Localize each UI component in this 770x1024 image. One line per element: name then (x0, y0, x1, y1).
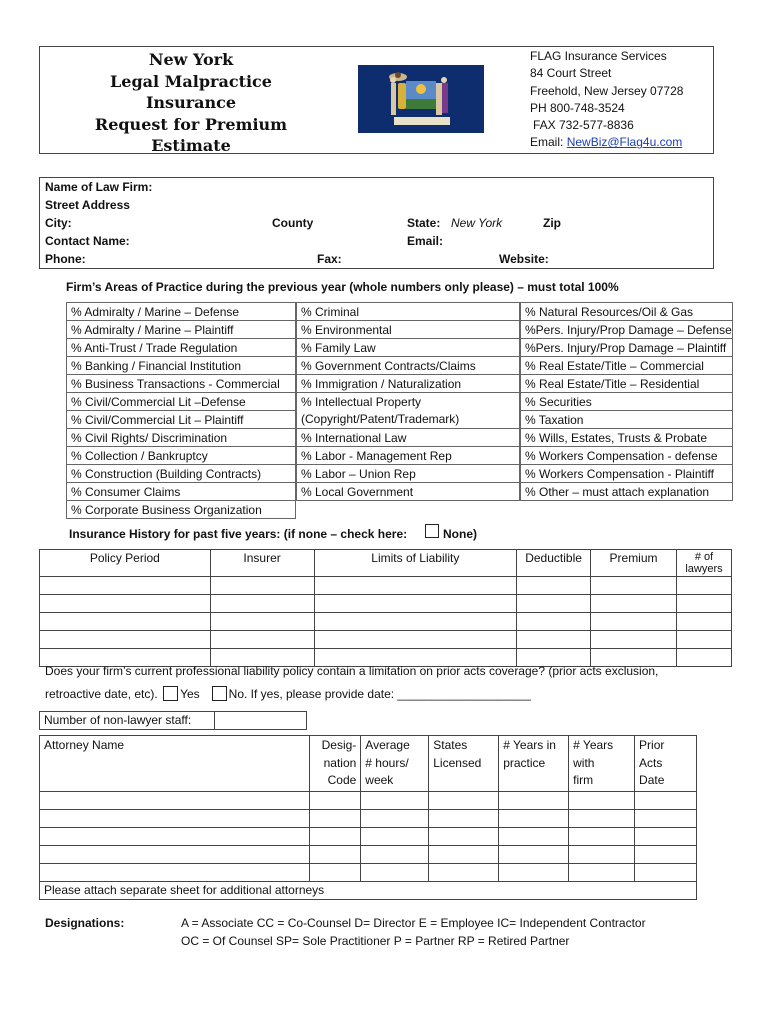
table-cell[interactable] (429, 863, 499, 881)
table-cell[interactable] (429, 809, 499, 827)
column-header (40, 736, 310, 792)
new-york-flag-image (358, 65, 484, 133)
practice-areas-heading: Firm’s Areas of Practice during the previous year (whole numbers only please) – must total 100% (66, 280, 619, 294)
table-cell[interactable] (40, 595, 211, 613)
table-cell[interactable] (517, 577, 591, 595)
table-cell[interactable] (517, 613, 591, 631)
agency-contact (530, 48, 683, 152)
agency-street: 84 Court Street (530, 66, 612, 81)
practice-area-field[interactable]: % Real Estate/Title – Residential (521, 375, 733, 393)
practice-area-field[interactable]: % Environmental (297, 321, 520, 339)
practice-area-field[interactable]: % Government Contracts/Claims (297, 357, 520, 375)
column-header: Limits of Liability (314, 550, 517, 577)
table-cell[interactable] (210, 613, 314, 631)
table-cell[interactable] (361, 827, 429, 845)
table-cell[interactable] (635, 809, 697, 827)
practice-area-field[interactable]: % Civil Rights/ Discrimination (67, 429, 296, 447)
column-header-text: # Years (573, 738, 614, 752)
table-cell[interactable] (361, 845, 429, 863)
table-cell[interactable] (499, 845, 569, 863)
column-header: Insurer (210, 550, 314, 577)
agency-email-label: Email: (530, 135, 564, 150)
table-cell[interactable] (569, 827, 635, 845)
table-cell[interactable] (635, 845, 697, 863)
table-cell[interactable] (569, 845, 635, 863)
practice-area-field[interactable]: % Civil/Commercial Lit –Defense (67, 393, 296, 411)
practice-area-field[interactable]: % Taxation (521, 411, 733, 429)
insurance-history-table (39, 549, 732, 667)
table-cell[interactable] (569, 791, 635, 809)
table-cell[interactable] (210, 595, 314, 613)
city-label: City: (45, 216, 72, 230)
practice-area-field[interactable]: % Civil/Commercial Lit – Plaintiff (67, 411, 296, 429)
column-header (361, 736, 429, 792)
designations-label: Designations: (45, 916, 125, 930)
table-cell[interactable] (676, 595, 731, 613)
practice-area-field[interactable]: % Consumer Claims (67, 483, 296, 501)
column-header (569, 736, 635, 792)
column-header-text: Attorney Name (44, 738, 125, 752)
column-header (429, 736, 499, 792)
practice-area-field[interactable]: % Workers Compensation - Plaintiff (521, 465, 733, 483)
table-cell[interactable] (314, 595, 517, 613)
practice-area-field[interactable]: % Admiralty / Marine – Plaintiff (67, 321, 296, 339)
agency-name: FLAG Insurance Services (530, 49, 667, 63)
designations-line-2: OC = Of Counsel SP= Sole Practitioner P = Partner RP = Retired Partner (181, 934, 570, 948)
practice-area-field[interactable]: % Wills, Estates, Trusts & Probate (521, 429, 733, 447)
state-value: New York (451, 216, 503, 230)
column-header-text: Code (327, 773, 357, 787)
email-label: Email: (407, 234, 444, 248)
column-header-text: Desig- (321, 738, 357, 752)
no-label: No. If yes, please provide date: ____________________ (228, 687, 531, 701)
practice-area-field[interactable]: % Criminal (297, 303, 520, 321)
column-header (635, 736, 697, 792)
practice-areas-col3 (520, 302, 733, 501)
table-cell[interactable] (361, 809, 429, 827)
column-header-text: practice (503, 755, 546, 770)
column-header-text: Average (365, 738, 410, 752)
column-header: Policy Period (40, 550, 211, 577)
state-seal-icon (358, 65, 484, 133)
prior-acts-answer-row (45, 683, 725, 706)
practice-area-field[interactable]: % Corporate Business Organization (67, 501, 296, 519)
practice-area-field[interactable]: % Local Government (297, 483, 520, 501)
table-row (40, 791, 697, 809)
column-header (310, 736, 361, 792)
table-cell[interactable] (569, 863, 635, 881)
column-header (499, 736, 569, 792)
table-cell[interactable] (310, 809, 361, 827)
table-cell[interactable] (40, 809, 310, 827)
table-cell[interactable] (361, 863, 429, 881)
table-cell[interactable] (40, 827, 310, 845)
table-cell[interactable] (591, 613, 677, 631)
practice-area-field[interactable]: % Securities (521, 393, 733, 411)
none-checkbox-label: None) (443, 527, 477, 541)
table-cell[interactable] (676, 631, 731, 649)
table-cell[interactable] (499, 809, 569, 827)
practice-area-field[interactable]: % Real Estate/Title – Commercial (521, 357, 733, 375)
practice-area-field[interactable]: % Collection / Bankruptcy (67, 447, 296, 465)
none-checkbox[interactable] (425, 524, 439, 538)
attorney-table (39, 735, 697, 900)
column-header-text: firm (573, 773, 594, 787)
column-header-text: # hours/ (365, 755, 409, 770)
staff-count-label: Number of non-lawyer staff: (44, 713, 192, 727)
table-cell[interactable] (499, 863, 569, 881)
practice-area-field[interactable]: % Family Law (297, 339, 520, 357)
table-row (40, 613, 732, 631)
practice-area-field[interactable]: % Other – must attach explanation (521, 483, 733, 501)
practice-area-field[interactable]: % Business Transactions - Commercial (67, 375, 296, 393)
firm-info-box (39, 177, 714, 269)
table-row (40, 863, 697, 881)
table-row (40, 595, 732, 613)
column-header-text: nation (323, 755, 357, 770)
table-cell[interactable] (310, 845, 361, 863)
yes-label: Yes (180, 687, 200, 701)
prior-acts-question (45, 660, 725, 706)
table-cell[interactable] (635, 791, 697, 809)
table-cell[interactable] (40, 613, 211, 631)
practice-area-field[interactable]: % Intellectual Property (297, 393, 520, 411)
table-cell[interactable] (310, 863, 361, 881)
practice-area-subtext: (Copyright/Patent/Trademark) (297, 411, 520, 429)
table-header-row (40, 736, 697, 792)
prior-acts-question-text-2: retroactive date, etc). (45, 687, 158, 701)
column-header-text: Prior (639, 738, 665, 752)
practice-area-field[interactable]: % Anti-Trust / Trade Regulation (67, 339, 296, 357)
agency-email-link[interactable]: NewBiz@Flag4u.com (566, 135, 683, 150)
table-row (40, 827, 697, 845)
table-cell[interactable] (517, 631, 591, 649)
column-header-text: States (433, 738, 468, 752)
table-cell[interactable] (310, 791, 361, 809)
practice-area-field[interactable]: %Pers. Injury/Prop Damage – Defense (521, 321, 733, 339)
title-line: Insurance (145, 93, 237, 112)
table-cell[interactable] (635, 863, 697, 881)
table-cell[interactable] (210, 631, 314, 649)
table-cell[interactable] (314, 631, 517, 649)
insurance-history-heading: Insurance History for past five years: (if none – check here: (69, 527, 408, 541)
table-cell[interactable] (361, 791, 429, 809)
column-header-text: Licensed (433, 755, 482, 770)
zip-label: Zip (543, 216, 561, 230)
yes-checkbox[interactable] (163, 686, 178, 701)
title-line: Legal Malpractice (110, 71, 272, 91)
designations-line-1: A = Associate CC = Co-Counsel D= Director E = Employee IC= Independent Contractor (181, 916, 646, 930)
agency-city: Freehold, New Jersey 07728 (530, 83, 684, 98)
table-row (40, 845, 697, 863)
no-checkbox[interactable] (212, 686, 227, 701)
attach-note-cell (40, 881, 697, 899)
column-header-text: with (573, 755, 595, 770)
table-row (40, 577, 732, 595)
practice-area-field[interactable]: % Labor - Management Rep (297, 447, 520, 465)
table-cell[interactable] (499, 791, 569, 809)
agency-fax: FAX 732-577-8836 (533, 118, 634, 133)
table-cell[interactable] (40, 845, 310, 863)
table-cell[interactable] (210, 577, 314, 595)
header-box (39, 46, 714, 154)
practice-area-field[interactable]: % Labor – Union Rep (297, 465, 520, 483)
table-cell[interactable] (40, 577, 211, 595)
table-cell[interactable] (676, 613, 731, 631)
street-address-label: Street Address (45, 198, 130, 212)
contact-name-label: Contact Name: (45, 234, 130, 248)
column-header-text: # Years in (503, 738, 556, 752)
practice-area-field[interactable]: % Construction (Building Contracts) (67, 465, 296, 483)
firm-name-label: Name of Law Firm: (45, 180, 153, 194)
practice-area-field[interactable]: %Pers. Injury/Prop Damage – Plaintiff (521, 339, 733, 357)
table-cell[interactable] (591, 595, 677, 613)
table-cell[interactable] (40, 863, 310, 881)
table-cell[interactable] (40, 791, 310, 809)
practice-area-field[interactable]: % International Law (297, 429, 520, 447)
column-header: Deductible (517, 550, 591, 577)
column-header: Premium (591, 550, 677, 577)
agency-phone: PH 800-748-3524 (530, 100, 625, 115)
column-header-text: Date (639, 773, 665, 787)
practice-area-field[interactable]: % Workers Compensation - defense (521, 447, 733, 465)
table-cell[interactable] (569, 809, 635, 827)
title-line: Request for Premium (94, 114, 288, 134)
table-cell[interactable] (40, 631, 211, 649)
column-header-text: Acts (639, 755, 663, 770)
website-label: Website: (499, 252, 549, 266)
form-title (40, 49, 342, 157)
fax-label: Fax: (317, 252, 342, 266)
column-header: # of lawyers (676, 550, 731, 577)
table-cell[interactable] (517, 595, 591, 613)
agency-email-row (530, 134, 683, 151)
practice-area-field[interactable]: % Banking / Financial Institution (67, 357, 296, 375)
table-cell[interactable] (635, 827, 697, 845)
column-header-text: week (365, 773, 394, 787)
practice-area-field[interactable]: % Natural Resources/Oil & Gas (521, 303, 733, 321)
table-header-row (40, 550, 732, 577)
practice-areas-col1 (66, 302, 296, 519)
table-row (40, 631, 732, 649)
table-cell[interactable] (676, 577, 731, 595)
practice-area-field[interactable]: % Admiralty / Marine – Defense (67, 303, 296, 321)
county-label: County (272, 216, 314, 230)
title-line: Estimate (151, 136, 231, 155)
staff-count-input[interactable] (214, 711, 215, 730)
table-cell[interactable] (429, 791, 499, 809)
table-cell[interactable] (314, 577, 517, 595)
table-cell[interactable] (429, 827, 499, 845)
phone-label: Phone: (45, 252, 86, 266)
title-line: New York (148, 50, 234, 69)
state-label: State: (407, 216, 441, 230)
practice-area-field[interactable]: % Immigration / Naturalization (297, 375, 520, 393)
table-cell[interactable] (314, 613, 517, 631)
table-row (40, 809, 697, 827)
table-cell[interactable] (591, 577, 677, 595)
practice-areas-col2 (296, 302, 520, 501)
table-cell[interactable] (429, 845, 499, 863)
attach-note: Please attach separate sheet for additional attorneys (44, 882, 325, 897)
table-row (40, 881, 697, 899)
table-cell[interactable] (499, 827, 569, 845)
table-cell[interactable] (310, 827, 361, 845)
prior-acts-question-text: Does your firm’s current professional liability policy contain a limitation on prior acts coverage? (prior acts exclusion, (45, 664, 659, 678)
table-cell[interactable] (591, 631, 677, 649)
